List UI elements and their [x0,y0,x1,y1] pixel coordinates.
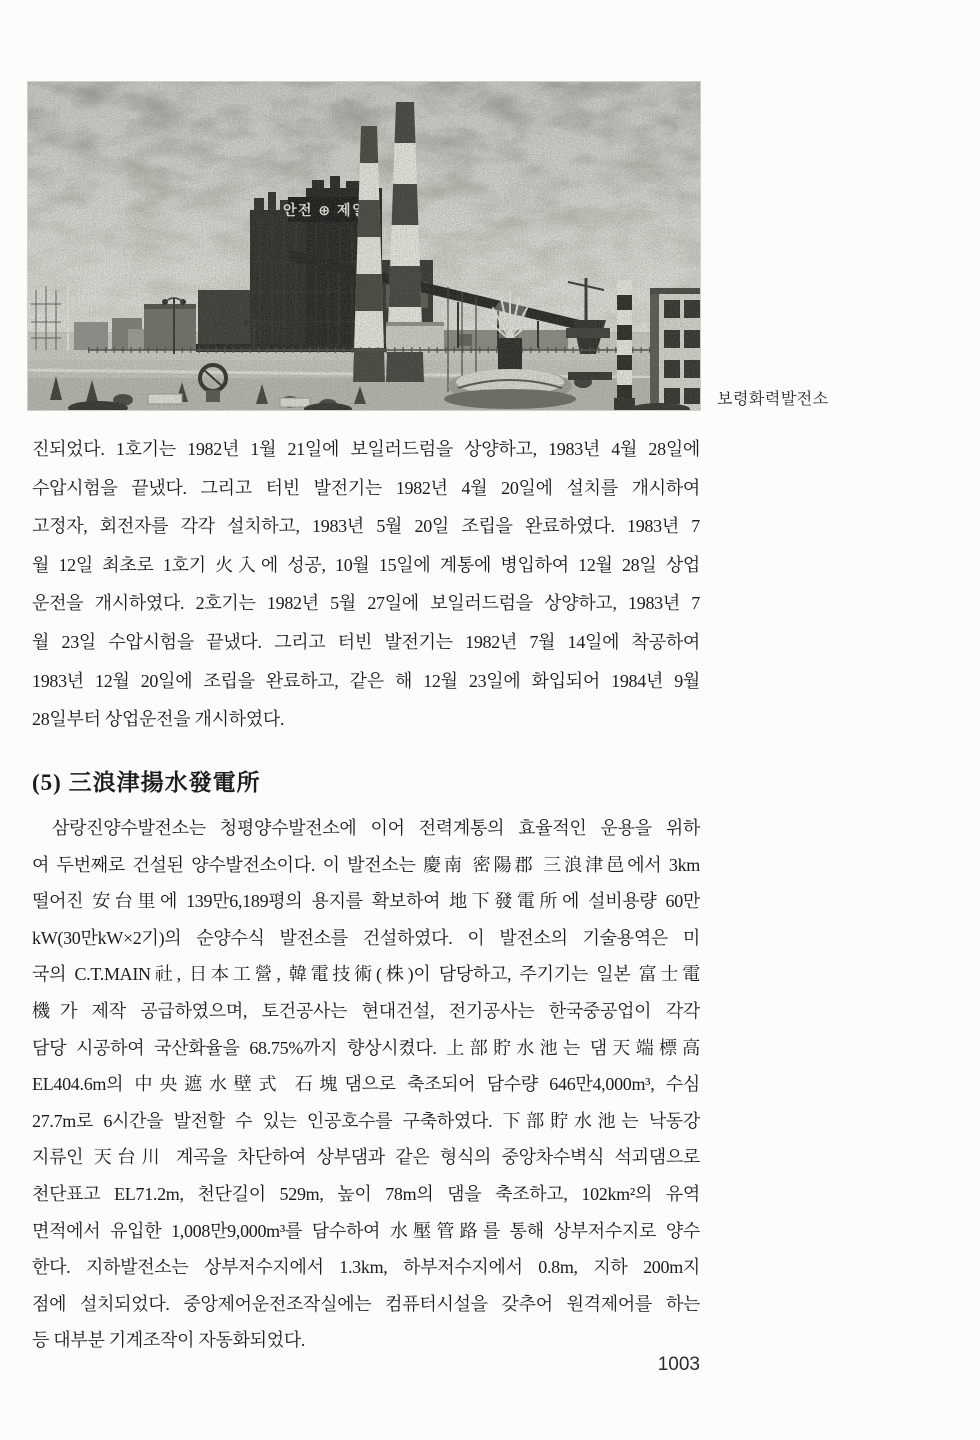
paragraph-line: 등 대부분 기계조작이 자동화되었다. [32,1330,306,1351]
paragraph-2 [32,810,700,1359]
paragraph-line: 운전을 개시하였다. 2호기는 1982년 5월 27일에 보일러드럼을 상양하고, 1983년 7 [32,593,700,614]
page-number: 1003 [657,1354,700,1375]
paragraph-line: 진되었다. 1호기는 1982년 1월 21일에 보일러드럼을 상양하고, 1983년 4월 28일에 [32,439,700,459]
paragraph-line: 고정자, 회전자를 각각 설치하고, 1983년 5월 20일 조립을 완료하였다. 1983년 7 [32,516,700,537]
paragraph-line: EL404.6m의 中央遮水壁式 石塊댐으로 축조되어 담수량 646만4,000m³, 수심 [32,1074,700,1095]
paragraph-line: 27.7m로 6시간을 발전할 수 있는 인공호수를 구축하였다. 下部貯水池는 낙동강 [32,1110,700,1131]
paragraph-line: 월 23일 수압시험을 끝냈다. 그리고 터빈 발전기는 1982년 7월 14일에 착공하여 [32,631,700,652]
paragraph-line: 機가 제작 공급하였으며, 토건공사는 현대건설, 전기공사는 한국중공업이 각각 [32,1000,700,1021]
paragraph-line: kW(30만kW×2기)의 순양수식 발전소를 건설하였다. 이 발전소의 기술용역은 미 [32,927,700,948]
paragraph-line: 점에 설치되었다. 중앙제어운전조작실에는 컴퓨터시설을 갖추어 원격제어를 하는 [32,1293,700,1314]
power-plant-photo [28,82,700,410]
paragraph-line: 수압시험을 끝냈다. 그리고 터빈 발전기는 1982년 4월 20일에 설치를 개시하여 [32,477,700,498]
halftone-grain [28,82,700,410]
paragraph-line: 삼랑진양수발전소는 청평양수발전소에 이어 전력계통의 효율적인 운용을 위하 [52,818,700,838]
paragraph-line: 여 두번째로 건설된 양수발전소이다. 이 발전소는 慶南 密陽郡 三浪津邑에서 3km [32,854,700,875]
paragraph-line: 지류인 天台川 계곡을 차단하여 상부댐과 같은 형식의 중앙차수벽식 석괴댐으로 [32,1147,700,1168]
paragraph-line: 국의 C.T.MAIN社, 日本工營, 韓電技術(株)이 담당하고, 주기기는 일본 富士電 [32,964,700,985]
paragraph-line: 월 12일 최초로 1호기 火入에 성공, 10월 15일에 계통에 병입하여 12월 28일 상업 [32,554,700,575]
paragraph-1 [32,430,700,739]
paragraph-line: 면적에서 유입한 1,008만9,000m³를 담수하여 水壓管路를 통해 상부저수지로 양수 [32,1220,700,1241]
paragraph-line: 1983년 12월 20일에 조립을 완료하고, 같은 해 12월 23일에 화입되어 1984년 9월 [32,670,700,691]
paragraph-line: 한다. 지하발전소는 상부저수지에서 1.3km, 하부저수지에서 0.8m, 지하 200m지 [32,1257,700,1278]
section-heading: (5) 三浪津揚水發電所 [32,770,261,795]
paragraph-line: 떨어진 安台里에 139만6,189평의 용지를 확보하여 地下發電所에 설비용량 60만 [32,891,700,912]
photo-caption: 보령화력발전소 [717,391,829,408]
paragraph-line: 천단표고 EL71.2m, 천단길이 529m, 높이 78m의 댐을 축조하고, 102km²의 유역 [32,1183,700,1204]
paragraph-line: 28일부터 상업운전을 개시하였다. [32,709,285,730]
photo-illustration [28,82,700,410]
paragraph-line: 담당 시공하여 국산화율을 68.75%까지 향상시켰다. 上部貯水池는 댐天端標高 [32,1037,700,1058]
